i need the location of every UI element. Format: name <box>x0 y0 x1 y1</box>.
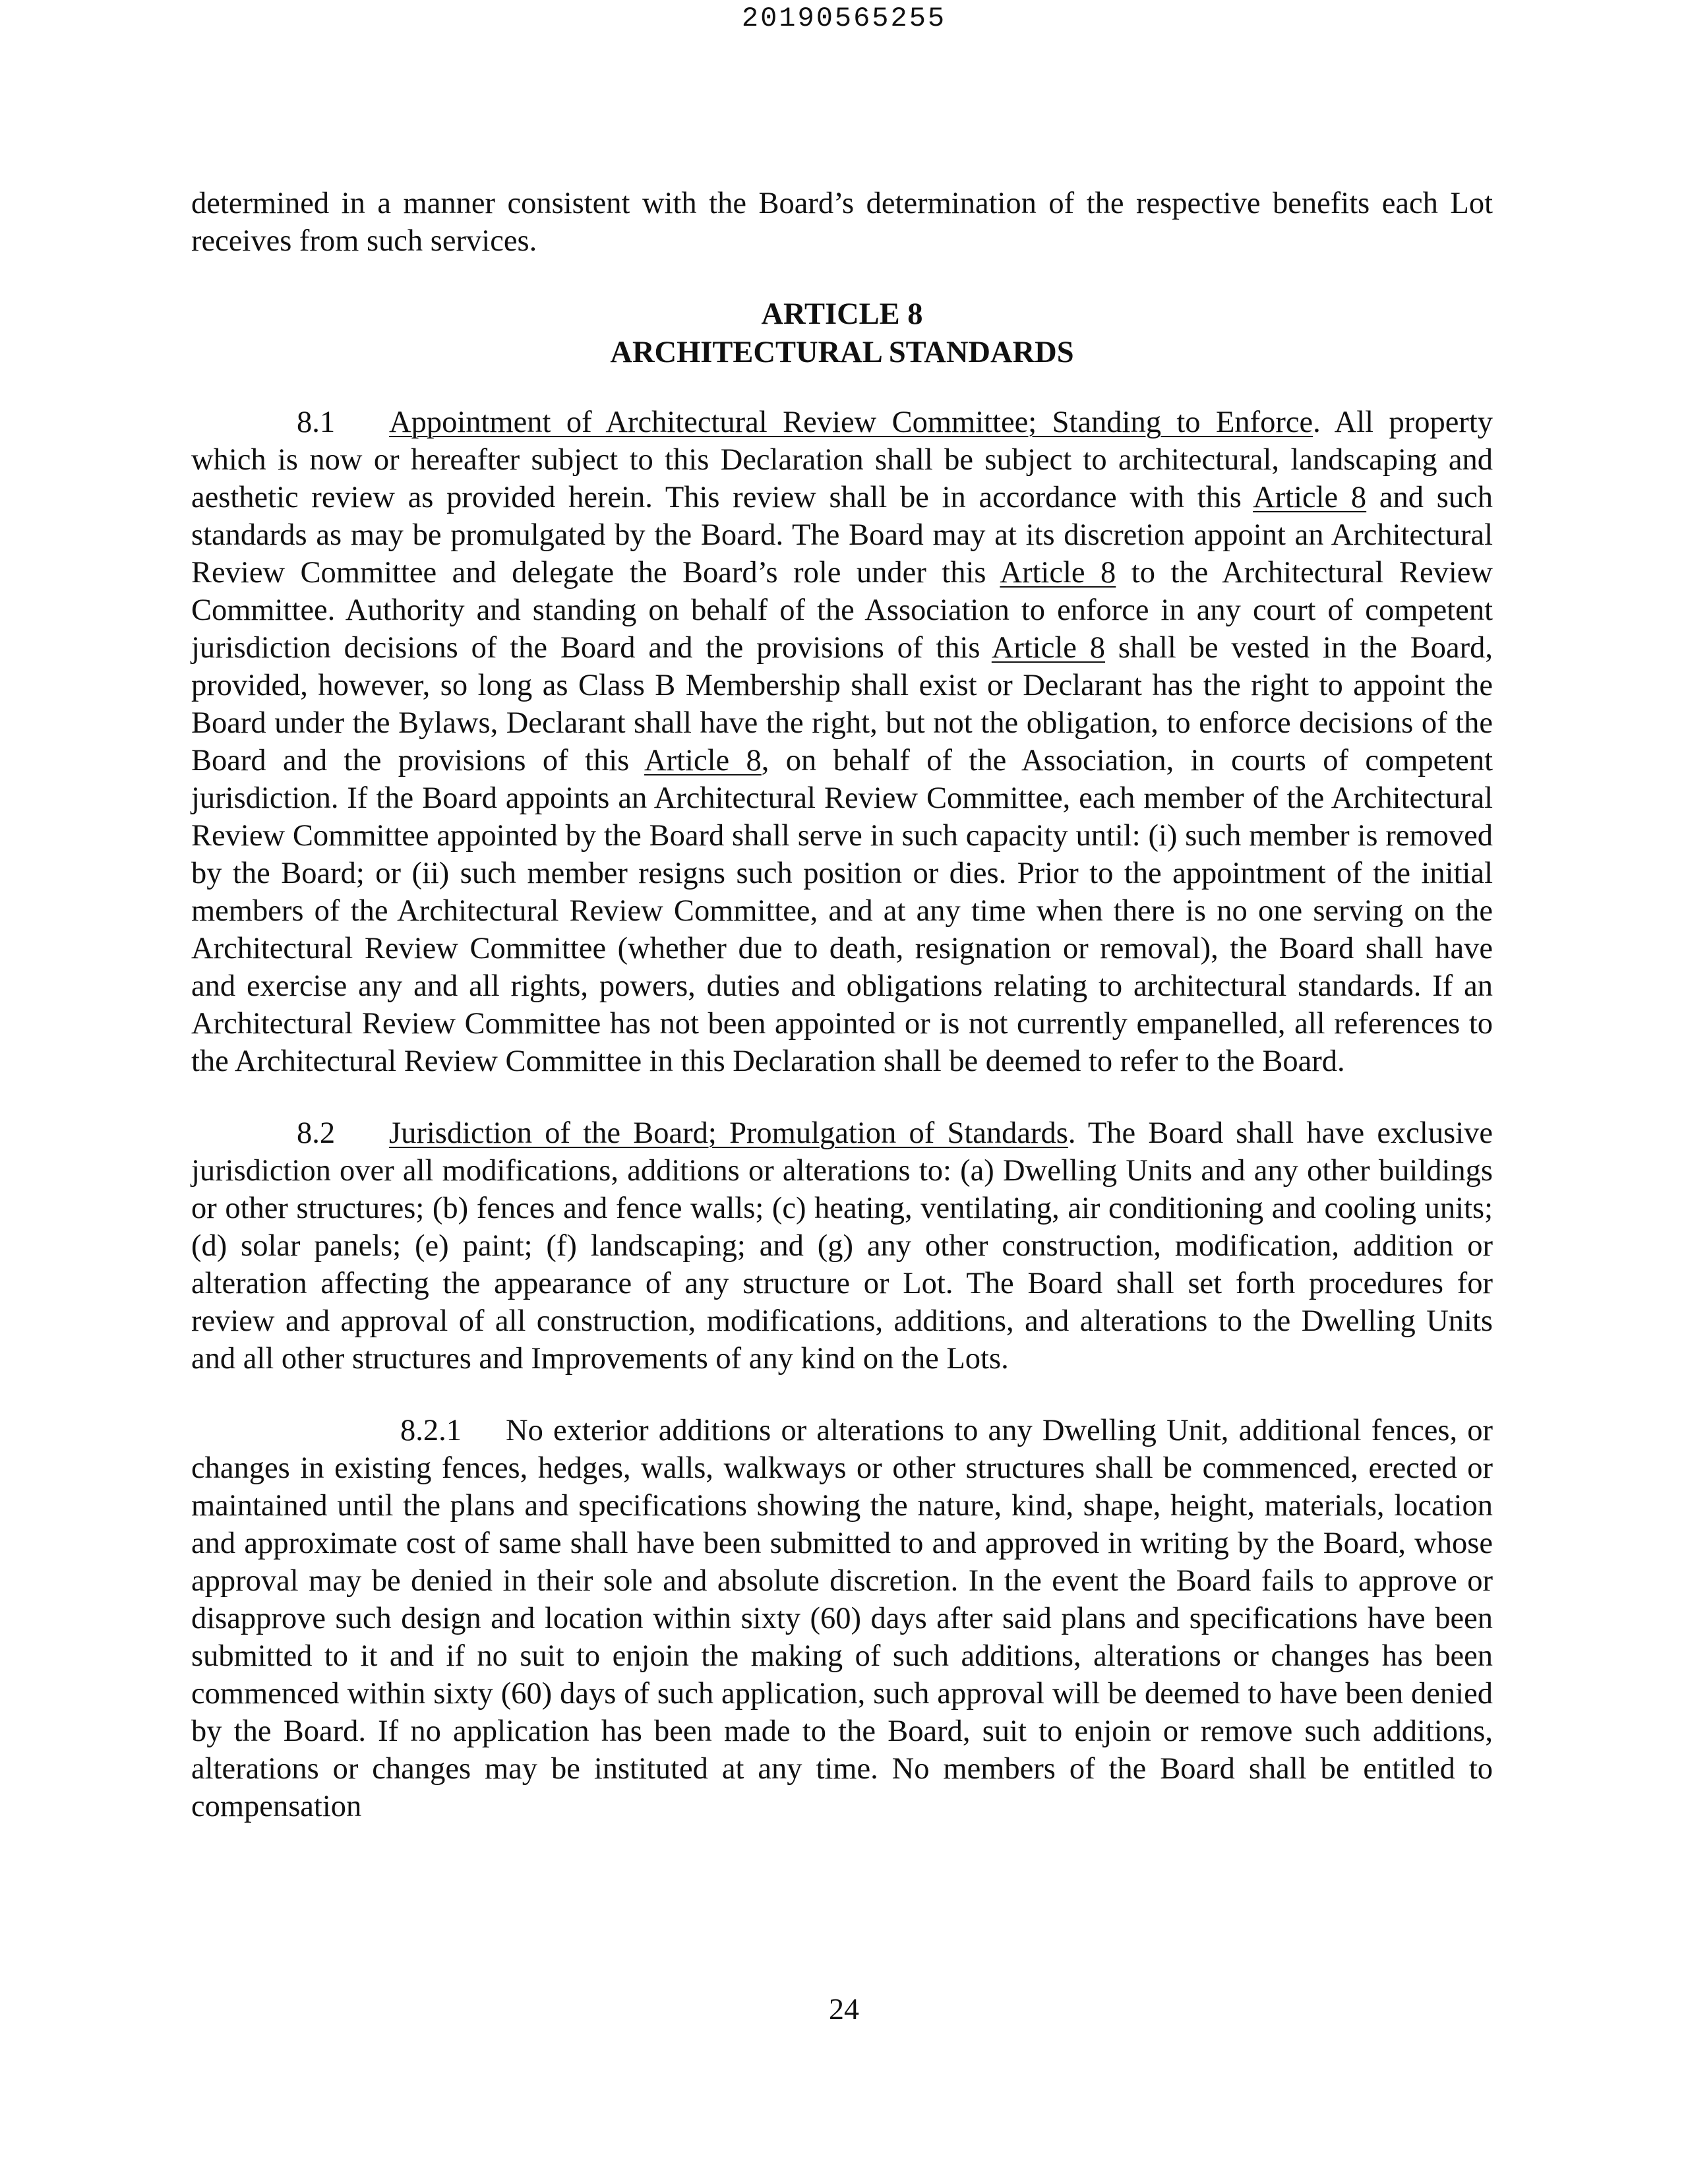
article-number: ARTICLE 8 <box>761 297 923 331</box>
article-reference: Article 8 <box>1253 481 1367 514</box>
section-text: to the Architectural Review Committee. Authority and standing on behalf of the Association to enforce in any court of competent jurisdiction decisions of the Board and the provisions of this <box>191 556 1493 665</box>
section-text: and such standards as may be promulgated by the Board. The Board may at its discretion appoint an Architectural Review Committee and delegate the Board’s role under this <box>191 481 1493 590</box>
section-8-1 <box>191 404 1493 1080</box>
section-text: . The Board shall have exclusive jurisdiction over all modifications, additions or alterations to: (a) Dwelling Units and any other buildings or other structures; (b) fences and fence walls; (c) heating, ventilating, air conditioning and cooling units; (d) solar panels; (e) paint; (f) landscaping; and (g) any other construction, modification, addition or alteration affecting the appearance of any structure or Lot. The Board shall set forth procedures for review and approval of all construction, modifications, additions, and alterations to the Dwelling Units and all other structures and Improvements of any kind on the Lots. <box>191 1116 1493 1376</box>
document-body <box>191 185 1493 1825</box>
section-heading: Jurisdiction of the Board; Promulgation of Standards <box>389 1116 1068 1150</box>
document-number: 20190565255 <box>741 3 947 34</box>
section-heading: Appointment of Architectural Review Committee; Standing to Enforce <box>389 406 1313 439</box>
subsection-text: No exterior additions or alterations to any Dwelling Unit, additional fences, or changes in existing fences, hedges, walls, walkways or other structures shall be commenced, erected or maintained until the plans and specifications showing the nature, kind, shape, height, materials, location and approximate cost of same shall have been submitted to and approved in writing by the Board, whose approval may be denied in their sole and absolute discretion. In the event the Board fails to approve or disapprove such design and location within sixty (60) days after said plans and specifications have been submitted to it and if no suit to enjoin the making of such additions, alterations or changes has been commenced within sixty (60) days of such application, such approval will be deemed to have been denied by the Board. If no application has been made to the Board, suit to enjoin or remove such additions, alterations or changes may be instituted at any time. No members of the Board shall be entitled to compensation <box>191 1414 1493 1823</box>
section-number: 8.2 <box>297 1116 336 1150</box>
intro-paragraph: determined in a manner consistent with the Board’s determination of the respective benefits each Lot receives from such services. <box>191 187 1493 258</box>
article-title: ARCHITECTURAL STANDARDS <box>610 336 1074 369</box>
article-heading <box>191 295 1493 372</box>
section-text: shall be vested in the Board, provided, however, so long as Class B Membership shall exist or Declarant has the right to appoint the Board under the Bylaws, Declarant shall have the right, but not the obligation, to enforce decisions of the Board and the provisions of this <box>191 631 1493 777</box>
subsection-number: 8.2.1 <box>400 1414 462 1447</box>
section-8-2-1 <box>191 1412 1493 1825</box>
section-text: . All property which is now or hereafter subject to this Declaration shall be subject to architectural, landscaping and aesthetic review as provided herein. This review shall be in accordance with this <box>191 406 1493 514</box>
article-reference: Article 8 <box>991 631 1106 665</box>
article-reference: Article 8 <box>1000 556 1116 590</box>
article-reference: Article 8 <box>644 744 762 777</box>
section-text: , on behalf of the Association, in courts of competent jurisdiction. If the Board appoints an Architectural Review Committee, each member of the Architectural Review Committee appointed by the Board shall serve in such capacity until: (i) such member is removed by the Board; or (ii) such member resigns such position or dies. Prior to the appointment of the initial members of the Architectural Review Committee, and at any time when there is no one serving on the Architectural Review Committee (whether due to death, resignation or removal), the Board shall have and exercise any and all rights, powers, duties and obligations relating to architectural standards. If an Architectural Review Committee has not been appointed or is not currently empanelled, all references to the Architectural Review Committee in this Declaration shall be deemed to refer to the Board. <box>191 744 1493 1078</box>
section-8-2 <box>191 1114 1493 1378</box>
section-number: 8.1 <box>297 406 336 439</box>
page-number: 24 <box>829 1992 859 2026</box>
